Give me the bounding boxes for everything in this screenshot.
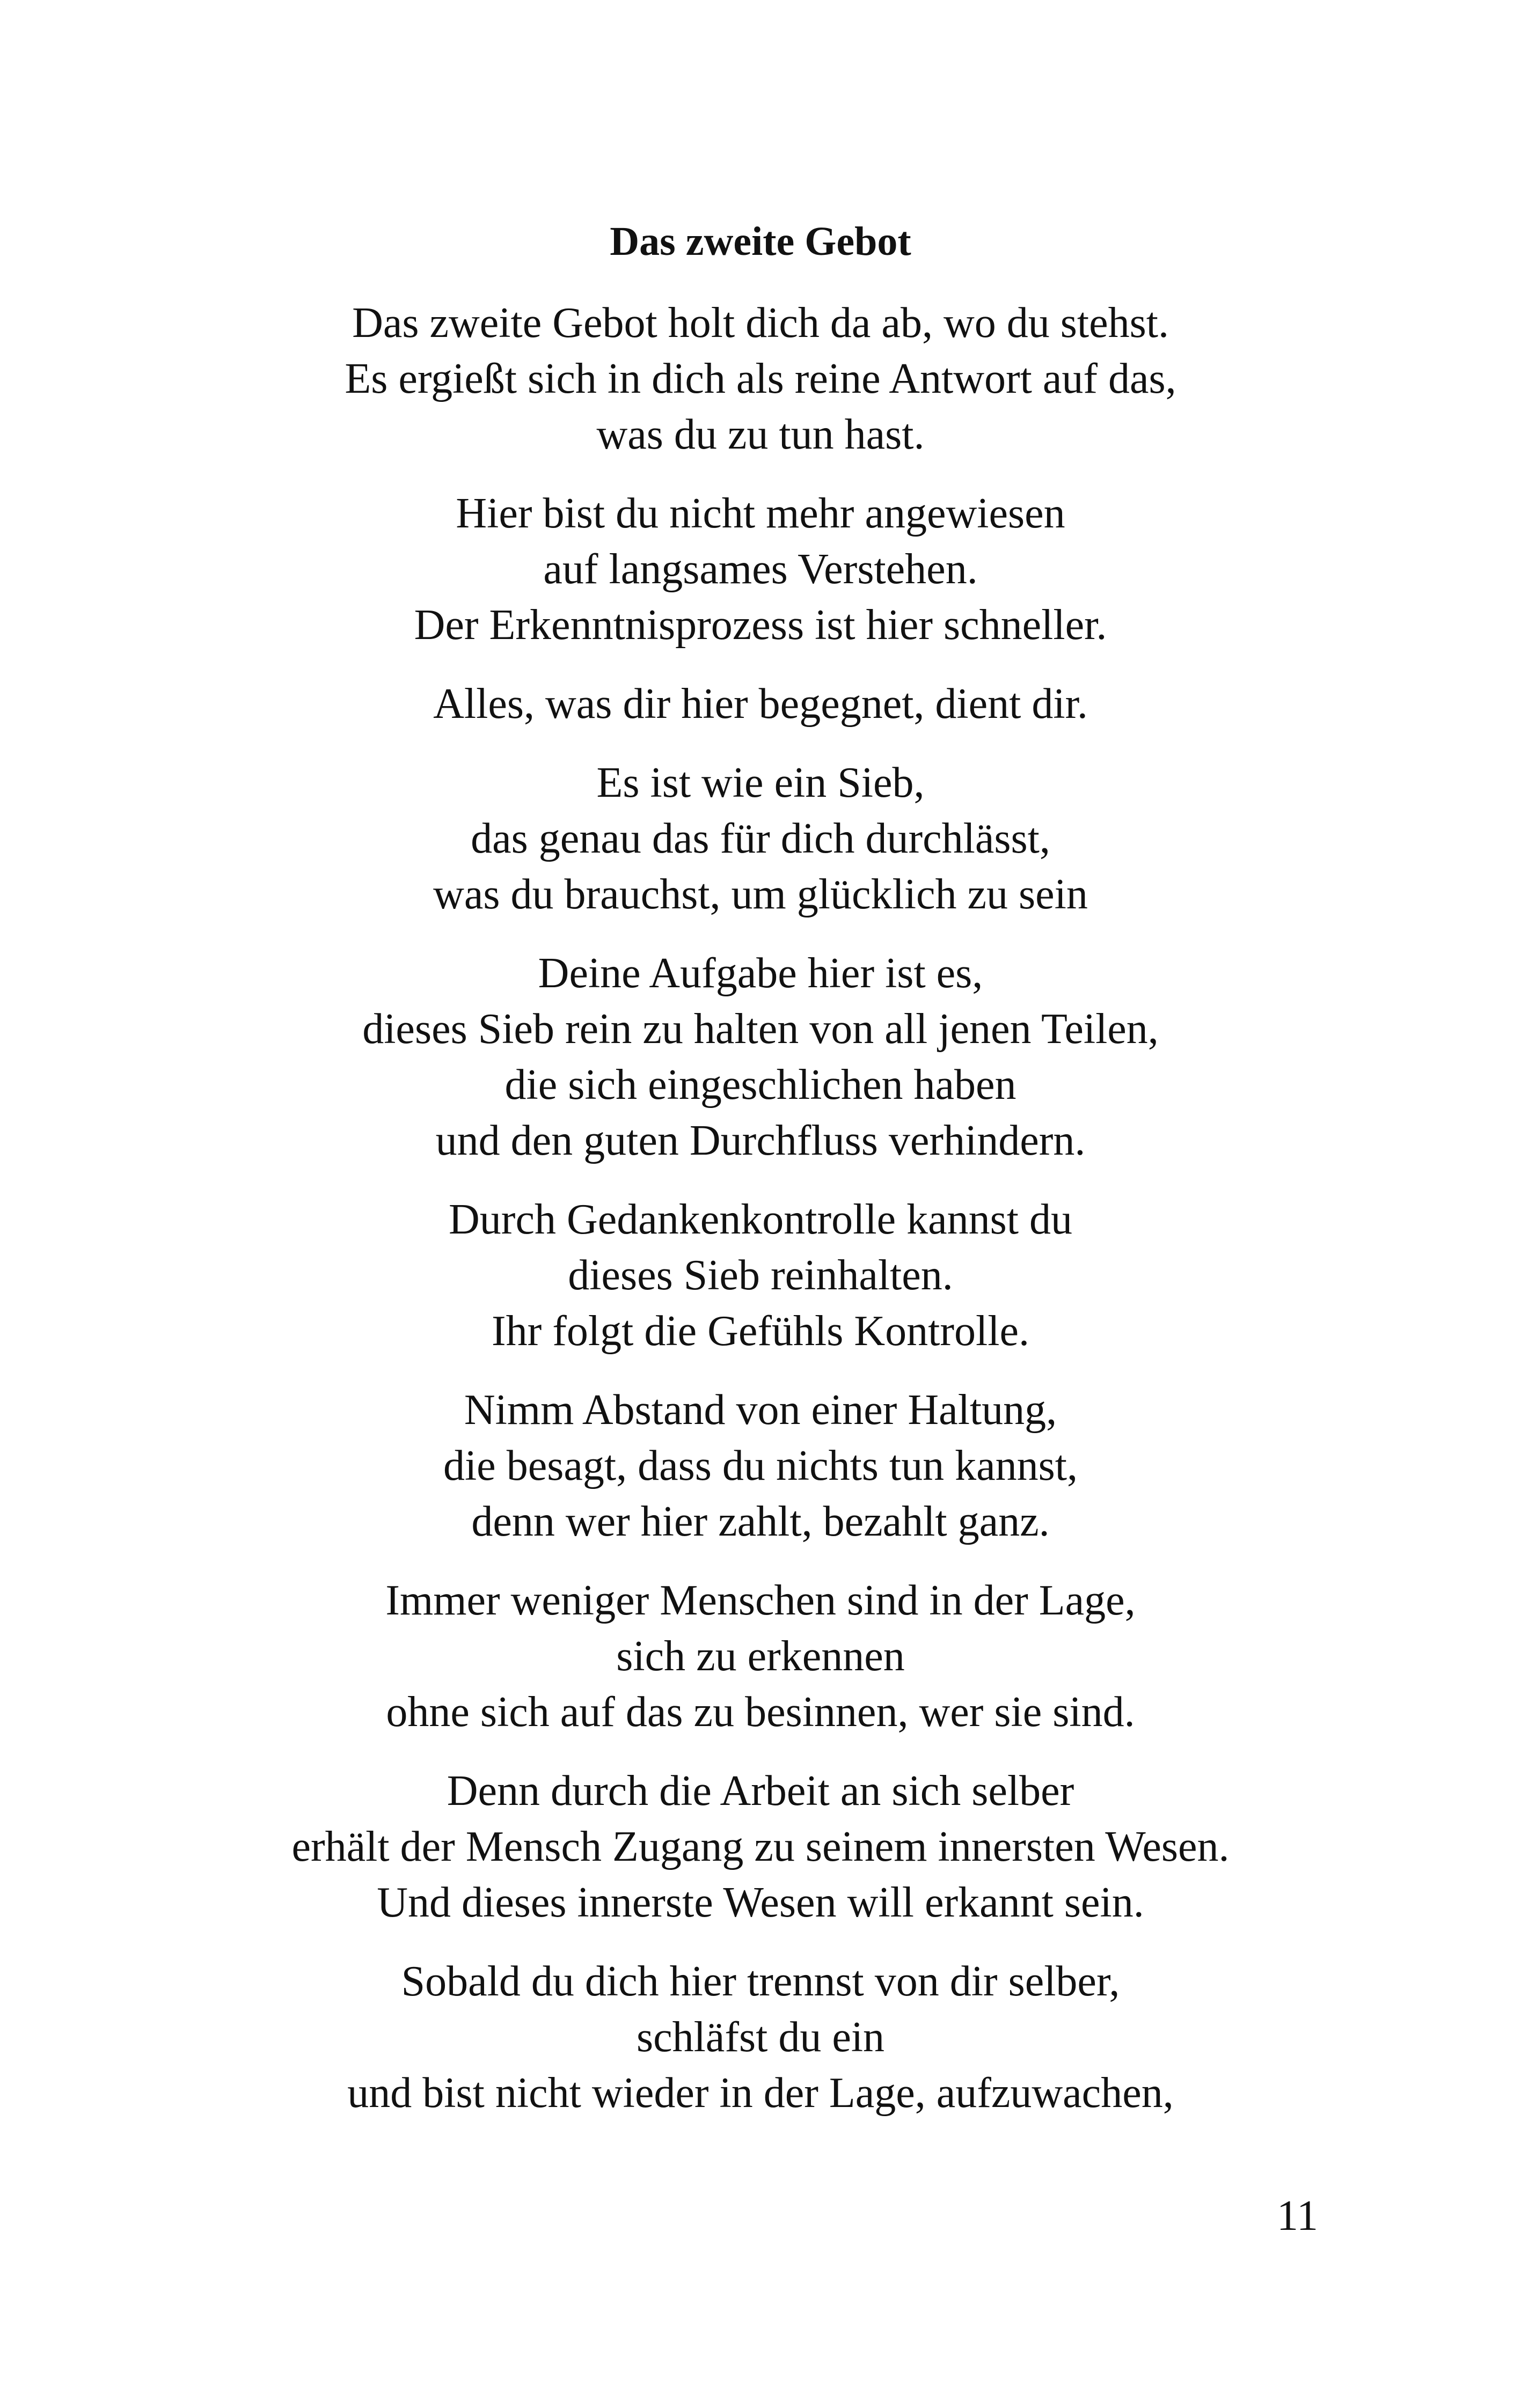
stanza <box>107 1954 1414 2121</box>
poem-line: dieses Sieb reinhalten. <box>568 1252 953 1299</box>
stanza <box>107 676 1414 732</box>
poem-line: Denn durch die Arbeit an sich selber <box>447 1767 1074 1815</box>
poem-line: Das zweite Gebot holt dich da ab, wo du stehst. <box>352 299 1169 347</box>
poem-line: was du brauchst, um glücklich zu sein <box>433 871 1088 918</box>
poem-line: Immer weniger Menschen sind in der Lage, <box>385 1577 1136 1624</box>
poem-line: das genau das für dich durchlässt, <box>471 815 1050 862</box>
poem-line: Nimm Abstand von einer Haltung, <box>464 1386 1057 1434</box>
poem-line: Durch Gedankenkontrolle kannst du <box>449 1196 1072 1243</box>
stanza <box>107 755 1414 922</box>
poem-line: Alles, was dir hier begegnet, dient dir. <box>433 680 1088 728</box>
stanza <box>107 1763 1414 1930</box>
poem-line: Deine Aufgabe hier ist es, <box>538 950 983 997</box>
poem-body <box>107 295 1414 2144</box>
poem-line: ohne sich auf das zu besinnen, wer sie sind. <box>386 1688 1135 1736</box>
stanza <box>107 486 1414 653</box>
poem-line: was du zu tun hast. <box>596 411 925 458</box>
poem-line: und den guten Durchfluss verhindern. <box>435 1117 1086 1164</box>
poem-line: Und dieses innerste Wesen will erkannt sein. <box>377 1879 1144 1926</box>
stanza <box>107 1573 1414 1740</box>
page-number: 11 <box>1276 2192 1318 2240</box>
poem-line: schläfst du ein <box>636 2014 885 2061</box>
stanza <box>107 945 1414 1169</box>
poem-line: Sobald du dich hier trennst von dir selber, <box>401 1958 1120 2005</box>
poem-line: sich zu erkennen <box>616 1633 905 1680</box>
poem-line: und bist nicht wieder in der Lage, aufzuwachen, <box>347 2069 1174 2117</box>
poem-line: dieses Sieb rein zu halten von all jenen Teilen, <box>362 1005 1159 1053</box>
chapter-title: Das zweite Gebot <box>610 219 911 264</box>
poem-line: Hier bist du nicht mehr angewiesen <box>456 490 1065 537</box>
poem-line: erhält der Mensch Zugang zu seinem innersten Wesen. <box>291 1823 1230 1870</box>
stanza <box>107 1192 1414 1359</box>
poem-line: Es ergießt sich in dich als reine Antwort auf das, <box>345 355 1176 402</box>
stanza <box>107 1382 1414 1550</box>
poem-line: Der Erkenntnisprozess ist hier schneller. <box>414 601 1107 649</box>
stanza <box>107 295 1414 462</box>
poem-line: Ihr folgt die Gefühls Kontrolle. <box>492 1308 1029 1355</box>
poem-line: Es ist wie ein Sieb, <box>596 759 925 806</box>
poem-line: die sich eingeschlichen haben <box>504 1061 1017 1108</box>
poem-line: die besagt, dass du nichts tun kannst, <box>443 1442 1078 1489</box>
poem-line: auf langsames Verstehen. <box>543 546 978 593</box>
poem-line: denn wer hier zahlt, bezahlt ganz. <box>471 1498 1050 1545</box>
